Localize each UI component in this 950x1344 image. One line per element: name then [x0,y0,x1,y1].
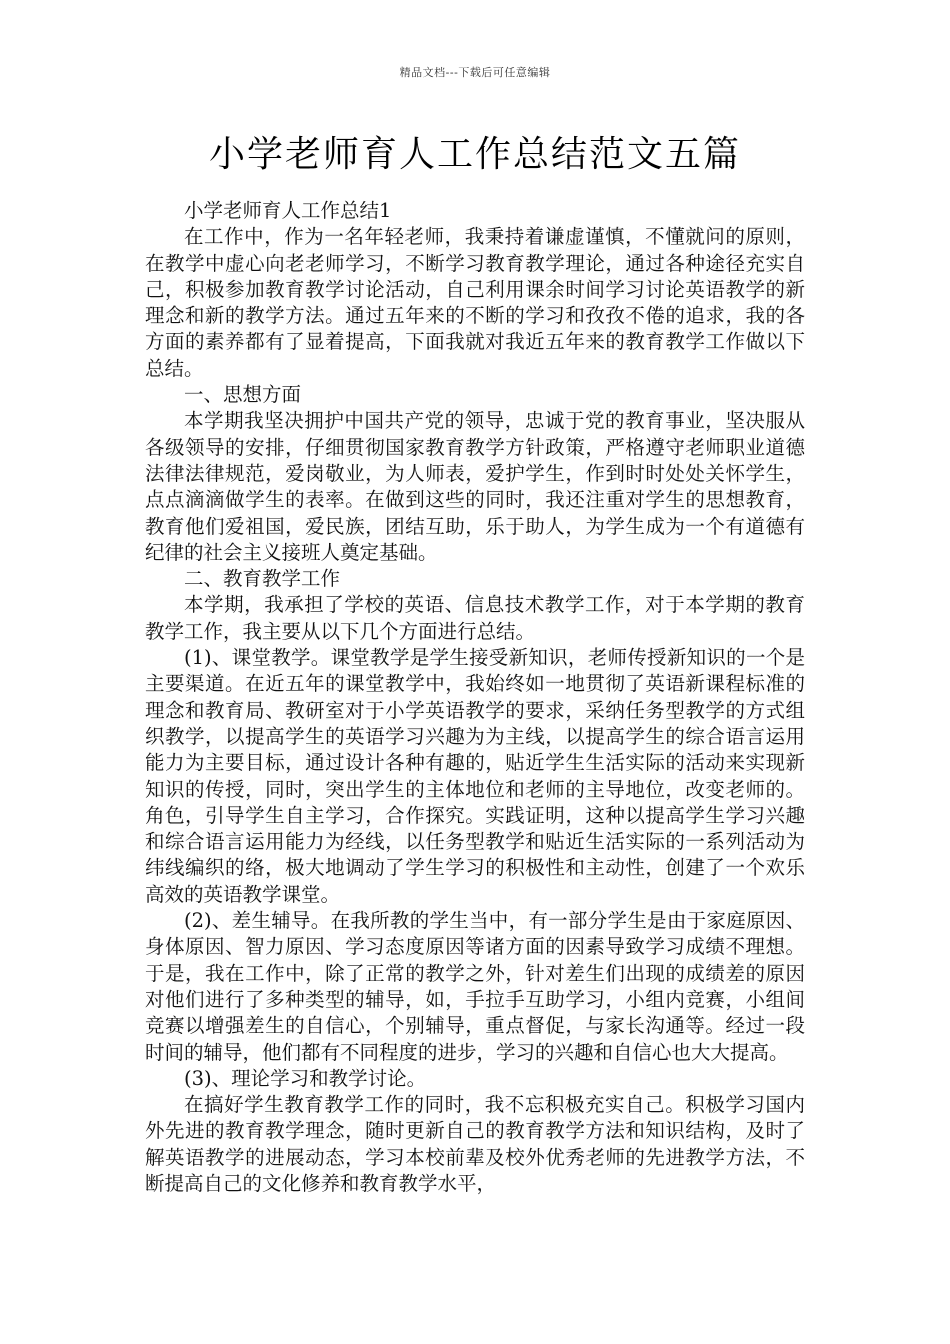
paragraph: 在工作中，作为一名年轻老师，我秉持着谦虚谨慎，不懂就问的原则，在教学中虚心向老老师学习，不断学习教育教学理论，通过各种途径充实自己，积极参加教育教学讨论活动，自己利用课余时间学习讨论英语教学的新理念和新的教学方法。通过五年来的不断的学习和孜孜不倦的追求，我的各方面的素养都有了显着提高，下面我就对我近五年来的教育教学工作做以下总结。 [145,225,805,380]
document-body [145,198,805,1197]
paragraph: 在搞好学生教育教学工作的同时，我不忘积极充实自己。积极学习国内外先进的教育教学理念，随时更新自己的教育教学方法和知识结构，及时了解英语教学的进展动态，学习本校前辈及校外优秀老师的先进教学方法，不断提高自己的文化修养和教育教学水平， [145,1093,805,1195]
section-heading: 一、思想方面 [184,383,302,407]
paragraph: 本学期我坚决拥护中国共产党的领导，忠诚于党的教育事业，坚决服从各级领导的安排，仔细贯彻国家教育教学方针政策，严格遵守老师职业道德法律法律规范，爱岗敬业，为人师表，爱护学生，作到时时处处关怀学生，点点滴滴做学生的表率。在做到这些的同时，我还注重对学生的思想教育，教育他们爱祖国，爱民族，团结互助，乐于助人，为学生成为一个有道德有纪律的社会主义接班人奠定基础。 [145,409,805,564]
paragraph: 本学期，我承担了学校的英语、信息技术教学工作，对于本学期的教育教学工作，我主要从以下几个方面进行总结。 [145,593,805,643]
section-heading: (3)、理论学习和教学讨论。 [184,1066,427,1090]
section-heading: 二、教育教学工作 [184,567,341,591]
paragraph: (1)、课堂教学。课堂教学是学生接受新知识，老师传授新知识的一个是主要渠道。在近五年的课堂教学中，我始终如一地贯彻了英语新课程标准的理念和教育局、教研室对于小学英语教学的要求，采纳任务型教学的方式组织教学，以提高学生的英语学习兴趣为为主线，以提高学生的综合语言运用能力为主要目标，通过设计各种有趣的，贴近学生生活实际的活动来实现新知识的传授，同时，突出学生的主体地位和老师的主导地位，改变老师的。角色，引导学生自主学习，合作探究。实践证明，这种以提高学生学习兴趣和综合语言运用能力为经线，以任务型教学和贴近生活实际的一系列活动为纬线编织的络，极大地调动了学生学习的积极性和主动性，创建了一个欢乐高效的英语教学课堂。 [145,646,805,906]
document-title: 小学老师育人工作总结范文五篇 [208,134,741,175]
paragraph: (2)、差生辅导。在我所教的学生当中，有一部分学生是由于家庭原因、身体原因、智力原因、学习态度原因等诸方面的因素导致学习成绩不理想。于是，我在工作中，除了正常的教学之外，针对差生们出现的成绩差的原因对他们进行了多种类型的辅导，如，手拉手互助学习，小组内竞赛，小组间竞赛以增强差生的自信心，个别辅导，重点督促，与家长沟通等。经过一段时间的辅导，他们都有不同程度的进步，学习的兴趣和自信心也大大提高。 [145,909,805,1064]
section-heading: 小学老师育人工作总结1 [184,199,392,222]
header-note: 精品文档---下载后可任意编辑 [399,66,551,79]
